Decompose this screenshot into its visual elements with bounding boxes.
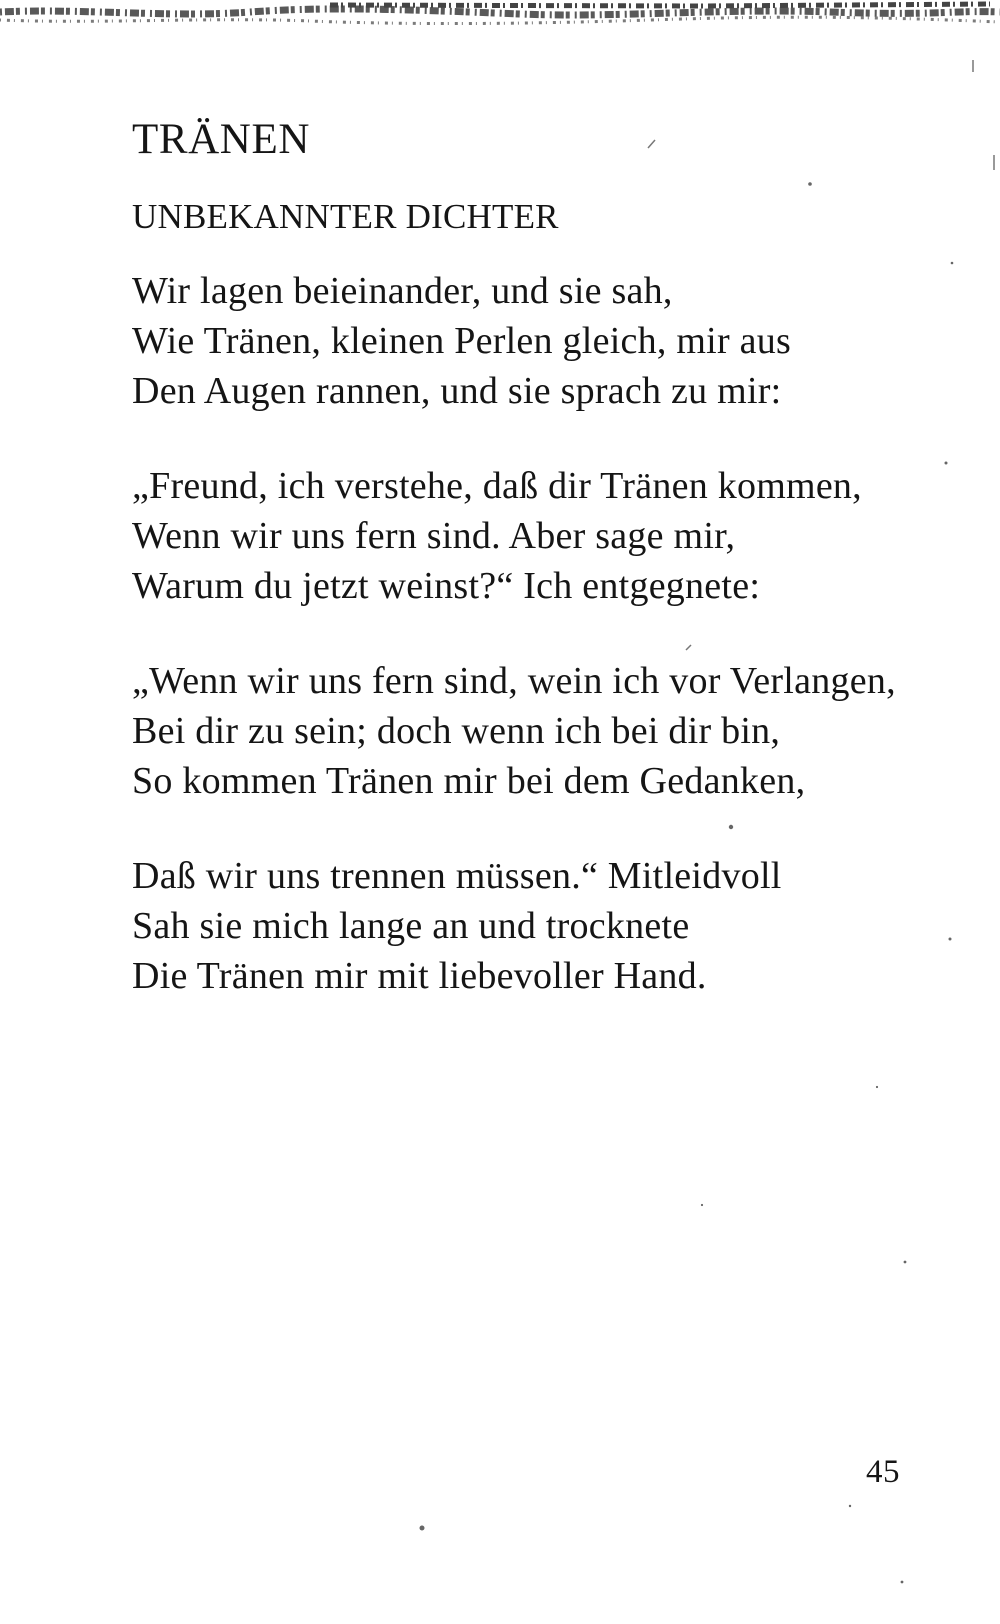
poem-line: Wie Tränen, kleinen Perlen gleich, mir aus — [132, 320, 792, 362]
poem-line: „Freund, ich verstehe, daß dir Tränen kommen, — [132, 465, 862, 507]
stanza-4 — [132, 851, 932, 1001]
stanza-3 — [132, 656, 932, 806]
page-number: 45 — [866, 1454, 900, 1490]
poem-line: So kommen Tränen mir bei dem Gedanken, — [132, 760, 806, 802]
poem-line: Wenn wir uns fern sind. Aber sage mir, — [132, 515, 736, 557]
poem-line: Daß wir uns trennen müssen.“ Mitleidvoll — [132, 855, 782, 897]
poem-line: „Wenn wir uns fern sind, wein ich vor Verlangen, — [132, 660, 896, 702]
poem-title: TRÄNEN — [132, 116, 310, 163]
poem-author: UNBEKANNTER DICHTER — [132, 197, 559, 236]
poem-line: Warum du jetzt weinst?“ Ich entgegnete: — [132, 565, 761, 607]
poem-line: Bei dir zu sein; doch wenn ich bei dir bin, — [132, 710, 781, 752]
poem-line: Wir lagen beieinander, und sie sah, — [132, 270, 673, 312]
stanza-1 — [132, 266, 932, 416]
poem-body — [132, 266, 932, 1046]
poem-line: Die Tränen mir mit liebevoller Hand. — [132, 955, 707, 997]
scanned-page-top-edge — [0, 0, 1000, 42]
stanza-2 — [132, 461, 932, 611]
poem-line: Den Augen rannen, und sie sprach zu mir: — [132, 370, 782, 412]
poem-line: Sah sie mich lange an und trocknete — [132, 905, 690, 947]
